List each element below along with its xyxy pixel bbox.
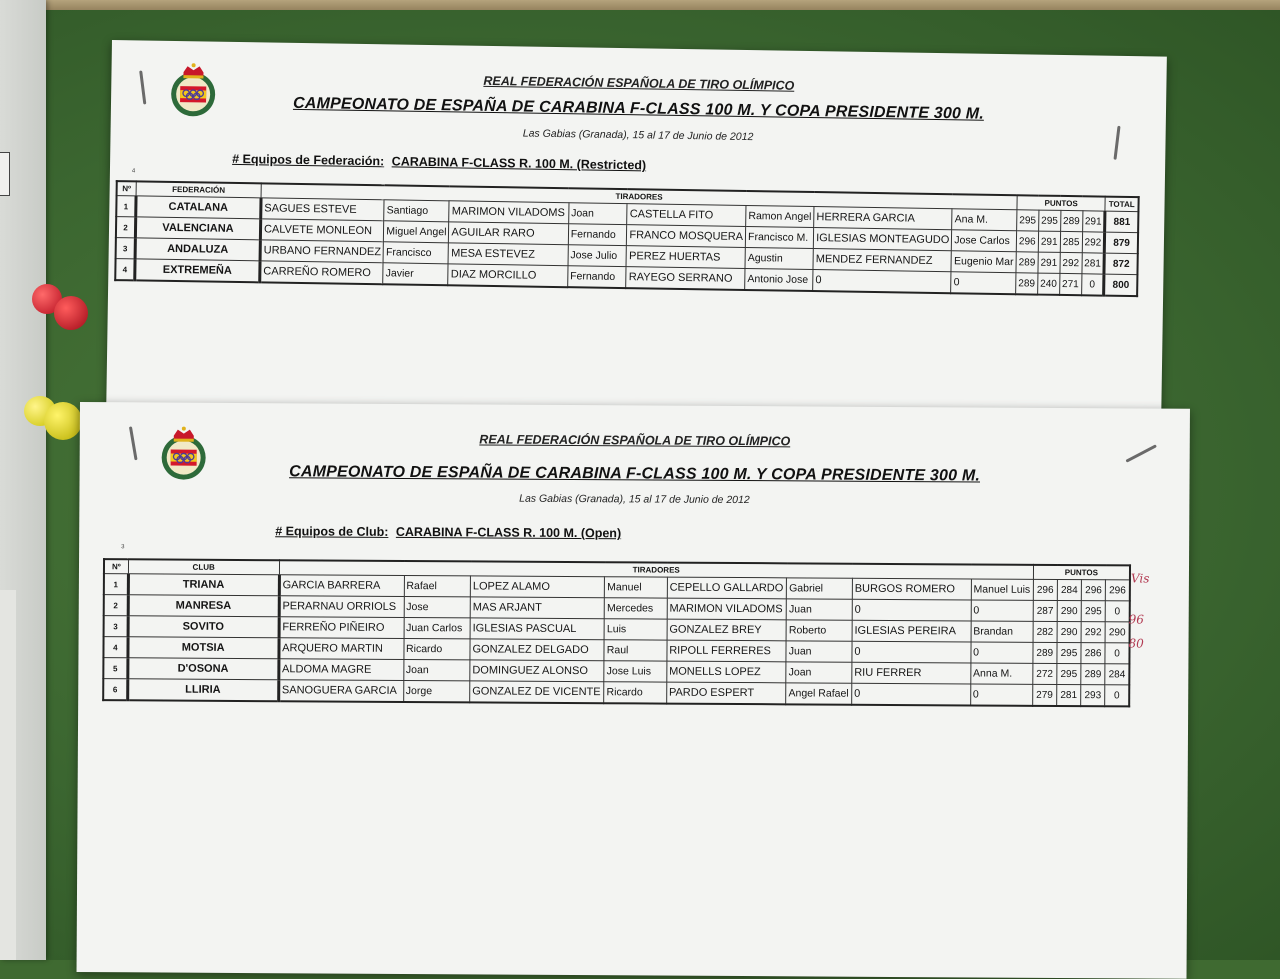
yellow-pushpin-icon (44, 402, 82, 440)
points-cell: 286 (1081, 643, 1105, 664)
shooter-firstname-cell: 0 (970, 684, 1032, 706)
total-cell: 879 (1105, 232, 1139, 254)
rank-cell: 6 (103, 679, 127, 701)
shooter-surname-cell: CASTELLA FITO (627, 204, 746, 227)
shooter-firstname-cell: 0 (971, 642, 1033, 663)
shooter-surname-cell: PERARNAU ORRIOLS (279, 596, 404, 618)
handwritten-note: Vis (1130, 571, 1150, 586)
shooter-surname-cell: 0 (852, 599, 971, 621)
points-cell: 289 (1016, 252, 1038, 273)
points-cell: 296 (1016, 231, 1038, 252)
points-cell: 291 (1082, 211, 1105, 232)
points-cell: 279 (1032, 684, 1056, 706)
championship-title: CAMPEONATO DE ESPAÑA DE CARABINA F-CLASS 100 M. Y COPA PRESIDENTE 300 M. (289, 463, 981, 485)
shooter-firstname-cell: Rafael (404, 575, 471, 596)
points-cell: 291 (1038, 231, 1060, 252)
points-cell: 292 (1060, 252, 1082, 273)
shooter-surname-cell: 0 (852, 641, 971, 663)
shooter-firstname-cell: Francisco (383, 242, 448, 264)
col-team-header: CLUB (128, 559, 279, 574)
col-points-header: PUNTOS (1033, 565, 1130, 580)
total-cell: 872 (1104, 253, 1138, 275)
team-cell: LLIRIA (127, 679, 278, 701)
points-cell: 290 (1057, 621, 1081, 642)
category-name: CARABINA F-CLASS R. 100 M. (Open) (395, 524, 622, 541)
shooter-firstname-cell: Fernando (567, 266, 626, 288)
points-cell: 281 (1057, 684, 1081, 706)
points-cell: 289 (1033, 642, 1057, 663)
shooter-surname-cell: RIU FERRER (852, 662, 971, 684)
col-total-header: TOTAL (1105, 197, 1138, 212)
shooter-firstname-cell: Ricardo (403, 638, 470, 659)
rank-cell: 5 (103, 658, 127, 679)
points-cell: 290 (1105, 622, 1129, 643)
points-cell: 272 (1033, 663, 1057, 684)
shooter-surname-cell: BURGOS ROMERO (852, 578, 971, 600)
shooter-surname-cell: ARQUERO MARTIN (279, 638, 404, 660)
championship-title: CAMPEONATO DE ESPAÑA DE CARABINA F-CLASS 100 M. Y COPA PRESIDENTE 300 M. (292, 94, 985, 123)
organization-title: REAL FEDERACIÓN ESPAÑOLA DE TIRO OLÍMPICO (483, 73, 795, 93)
shooter-firstname-cell: Anna M. (970, 663, 1032, 684)
shooter-firstname-cell: Angel Rafael (786, 683, 852, 705)
shooter-firstname-cell: Raul (604, 640, 667, 661)
shooter-surname-cell: GONZALEZ DE VICENTE (470, 681, 604, 703)
shooter-surname-cell: DIAZ MORCILLO (448, 264, 568, 287)
shooter-firstname-cell: Mercedes (604, 598, 667, 619)
points-cell: 296 (1106, 580, 1130, 601)
points-cell: 290 (1057, 600, 1081, 621)
side-paper-box (0, 152, 10, 196)
points-cell: 296 (1081, 580, 1105, 601)
shooter-surname-cell: SAGUES ESTEVE (261, 198, 385, 221)
points-cell: 281 (1082, 253, 1105, 274)
rank-cell: 2 (104, 595, 128, 616)
handwritten-note: 96 (1128, 612, 1145, 627)
points-cell: 285 (1060, 231, 1082, 252)
team-cell: MANRESA (128, 595, 279, 617)
results-sheet-club (77, 402, 1190, 979)
points-cell: 291 (1038, 252, 1060, 273)
shooter-surname-cell: MONELLS LOPEZ (667, 661, 787, 683)
shooter-surname-cell: RAYEGO SERRANO (626, 267, 745, 290)
shooter-surname-cell: IGLESIAS PEREIRA (852, 620, 971, 642)
points-cell: 296 (1033, 579, 1057, 600)
shooter-firstname-cell: Joan (568, 203, 627, 225)
points-cell: 289 (1016, 273, 1038, 295)
points-cell: 292 (1081, 622, 1105, 643)
points-cell: 284 (1057, 579, 1081, 600)
shooter-firstname-cell: Santiago (384, 200, 449, 222)
shooter-firstname-cell: Agustin (745, 247, 813, 269)
shooter-surname-cell: IGLESIAS MONTEAGUDO (813, 228, 952, 251)
points-cell: 293 (1081, 685, 1105, 707)
shooter-surname-cell: GONZALEZ BREY (667, 619, 787, 641)
shooter-firstname-cell: Joan (786, 662, 852, 683)
rank-cell: 3 (104, 616, 128, 637)
shooter-surname-cell: CEPELLO GALLARDO (667, 577, 787, 599)
shooter-firstname-cell: Miguel Angel (384, 221, 449, 243)
shooter-firstname-cell: Jose Julio (568, 245, 627, 267)
col-num-header: Nº (117, 181, 137, 196)
points-cell: 0 (1105, 601, 1129, 622)
col-points-header: PUNTOS (1017, 195, 1106, 211)
points-cell: 287 (1033, 600, 1057, 621)
shooter-firstname-cell: Manuel Luis (971, 579, 1033, 600)
category-name: CARABINA F-CLASS R. 100 M. (Restricted) (391, 154, 647, 173)
points-cell: 282 (1033, 621, 1057, 642)
shooter-firstname-cell: Antonio Jose (745, 268, 813, 291)
team-cell: D'OSONA (127, 658, 278, 680)
shooter-surname-cell: CARREÑO ROMERO (260, 261, 384, 284)
points-cell: 295 (1081, 601, 1105, 622)
side-paper-lower (0, 590, 16, 960)
shooter-firstname-cell: 0 (951, 272, 1016, 295)
shooter-surname-cell: MARIMON VILADOMS (667, 598, 787, 620)
shooter-firstname-cell: Gabriel (787, 578, 853, 599)
shooter-surname-cell: GONZALEZ DELGADO (470, 639, 604, 661)
shooter-firstname-cell: Luis (604, 619, 667, 640)
team-cell: VALENCIANA (135, 217, 260, 240)
shooter-surname-cell: HERRERA GARCIA (814, 207, 953, 230)
shooter-surname-cell: FRANCO MOSQUERA (627, 225, 746, 248)
points-cell: 0 (1105, 643, 1129, 664)
shooter-surname-cell: GARCIA BARRERA (279, 575, 404, 597)
col-num-header: Nº (104, 559, 128, 574)
shooter-firstname-cell: Javier (383, 263, 448, 286)
points-cell: 284 (1105, 664, 1129, 685)
shooter-surname-cell: 0 (852, 683, 971, 705)
points-cell: 295 (1017, 210, 1039, 231)
shooter-surname-cell: LOPEZ ALAMO (470, 576, 604, 598)
team-cell: MOTSIA (128, 637, 279, 659)
shooter-firstname-cell: Fernando (568, 224, 627, 246)
rank-cell: 4 (115, 259, 135, 281)
shooter-firstname-cell: Jose Carlos (952, 230, 1017, 252)
points-cell: 292 (1082, 232, 1105, 253)
shooter-firstname-cell: Eugenio Mar (951, 251, 1016, 273)
shooter-surname-cell: PEREZ HUERTAS (626, 246, 745, 269)
total-cell: 800 (1104, 274, 1138, 296)
red-pushpin-icon (54, 296, 88, 330)
shooter-firstname-cell: Ramon Angel (746, 205, 814, 227)
venue-date: Las Gabias (Granada), 15 al 17 de Junio de 2012 (519, 492, 750, 507)
club-results-table (102, 558, 1131, 707)
col-shooters-header: TIRADORES (261, 183, 1017, 209)
rank-cell: 3 (116, 238, 136, 259)
rank-cell: 2 (116, 217, 136, 238)
shooter-firstname-cell: Joan (403, 659, 470, 680)
shooter-surname-cell: DOMINGUEZ ALONSO (470, 660, 604, 682)
shooter-surname-cell: PARDO ESPERT (666, 682, 786, 704)
rank-cell: 4 (103, 637, 127, 658)
points-cell: 295 (1038, 210, 1060, 231)
shooter-firstname-cell: Jose (404, 596, 471, 617)
shooter-surname-cell: MESA ESTEVEZ (448, 243, 568, 266)
rank-cell: 1 (116, 196, 136, 217)
col-shooters-header: TIRADORES (279, 560, 1033, 579)
shooter-surname-cell: ALDOMA MAGRE (279, 659, 404, 681)
shooter-firstname-cell: Juan Carlos (404, 617, 471, 638)
points-cell: 289 (1081, 664, 1105, 685)
shooter-surname-cell: CALVETE MONLEON (260, 219, 384, 242)
shooter-surname-cell: MAS ARJANT (470, 597, 604, 619)
venue-date: Las Gabias (Granada), 15 al 17 de Junio de 2012 (522, 127, 754, 144)
shooter-surname-cell: RIPOLL FERRERES (667, 640, 787, 662)
shooter-surname-cell: MENDEZ FERNANDEZ (813, 249, 952, 272)
shooter-firstname-cell: Brandan (971, 621, 1033, 642)
team-cell: ANDALUZA (135, 238, 260, 261)
shooter-firstname-cell: 0 (971, 600, 1033, 621)
shooter-firstname-cell: Ricardo (604, 682, 667, 704)
total-cell: 881 (1105, 211, 1139, 233)
federation-results-table (114, 180, 1139, 297)
points-cell: 295 (1057, 642, 1081, 663)
points-cell: 240 (1037, 273, 1059, 295)
points-cell: 0 (1081, 274, 1104, 296)
shooter-surname-cell: AGUILAR RARO (449, 222, 569, 245)
shooter-surname-cell: URBANO FERNANDEZ (260, 240, 384, 263)
organization-title: REAL FEDERACIÓN ESPAÑOLA DE TIRO OLÍMPICO (479, 432, 791, 449)
shooter-surname-cell: IGLESIAS PASCUAL (470, 618, 604, 640)
category-prefix: # Equipos de Club: (275, 524, 389, 539)
points-cell: 289 (1060, 210, 1082, 231)
shooter-firstname-cell: Juan (786, 599, 852, 620)
team-cell: CATALANA (136, 196, 261, 219)
shooter-surname-cell: FERREÑO PIÑEIRO (279, 617, 404, 639)
category-heading (232, 152, 646, 173)
shooter-surname-cell: SANOGUERA GARCIA (278, 680, 403, 702)
shooter-firstname-cell: Francisco M. (745, 226, 813, 248)
shooter-firstname-cell: Roberto (786, 620, 852, 641)
page-mark: 4 (131, 168, 136, 175)
points-cell: 271 (1059, 273, 1081, 295)
shooter-surname-cell: 0 (813, 270, 952, 294)
page-mark: 3 (121, 544, 125, 551)
points-cell: 0 (1105, 685, 1129, 707)
points-cell: 295 (1057, 663, 1081, 684)
shooter-firstname-cell: Ana M. (952, 209, 1017, 231)
handwritten-note: 80 (1128, 636, 1144, 651)
shooter-surname-cell: MARIMON VILADOMS (449, 201, 569, 224)
team-cell: TRIANA (128, 574, 279, 596)
team-cell: EXTREMEÑA (135, 259, 260, 282)
shooter-firstname-cell: Manuel (605, 577, 668, 598)
category-heading (275, 524, 621, 540)
category-prefix: # Equipos de Federación: (232, 151, 385, 169)
shooter-firstname-cell: Jorge (403, 680, 470, 702)
col-team-header: FEDERACIÓN (136, 181, 261, 197)
shooter-firstname-cell: Juan (786, 641, 852, 662)
team-cell: SOVITO (128, 616, 279, 638)
rank-cell: 1 (104, 574, 128, 595)
shooter-firstname-cell: Jose Luis (604, 661, 667, 682)
